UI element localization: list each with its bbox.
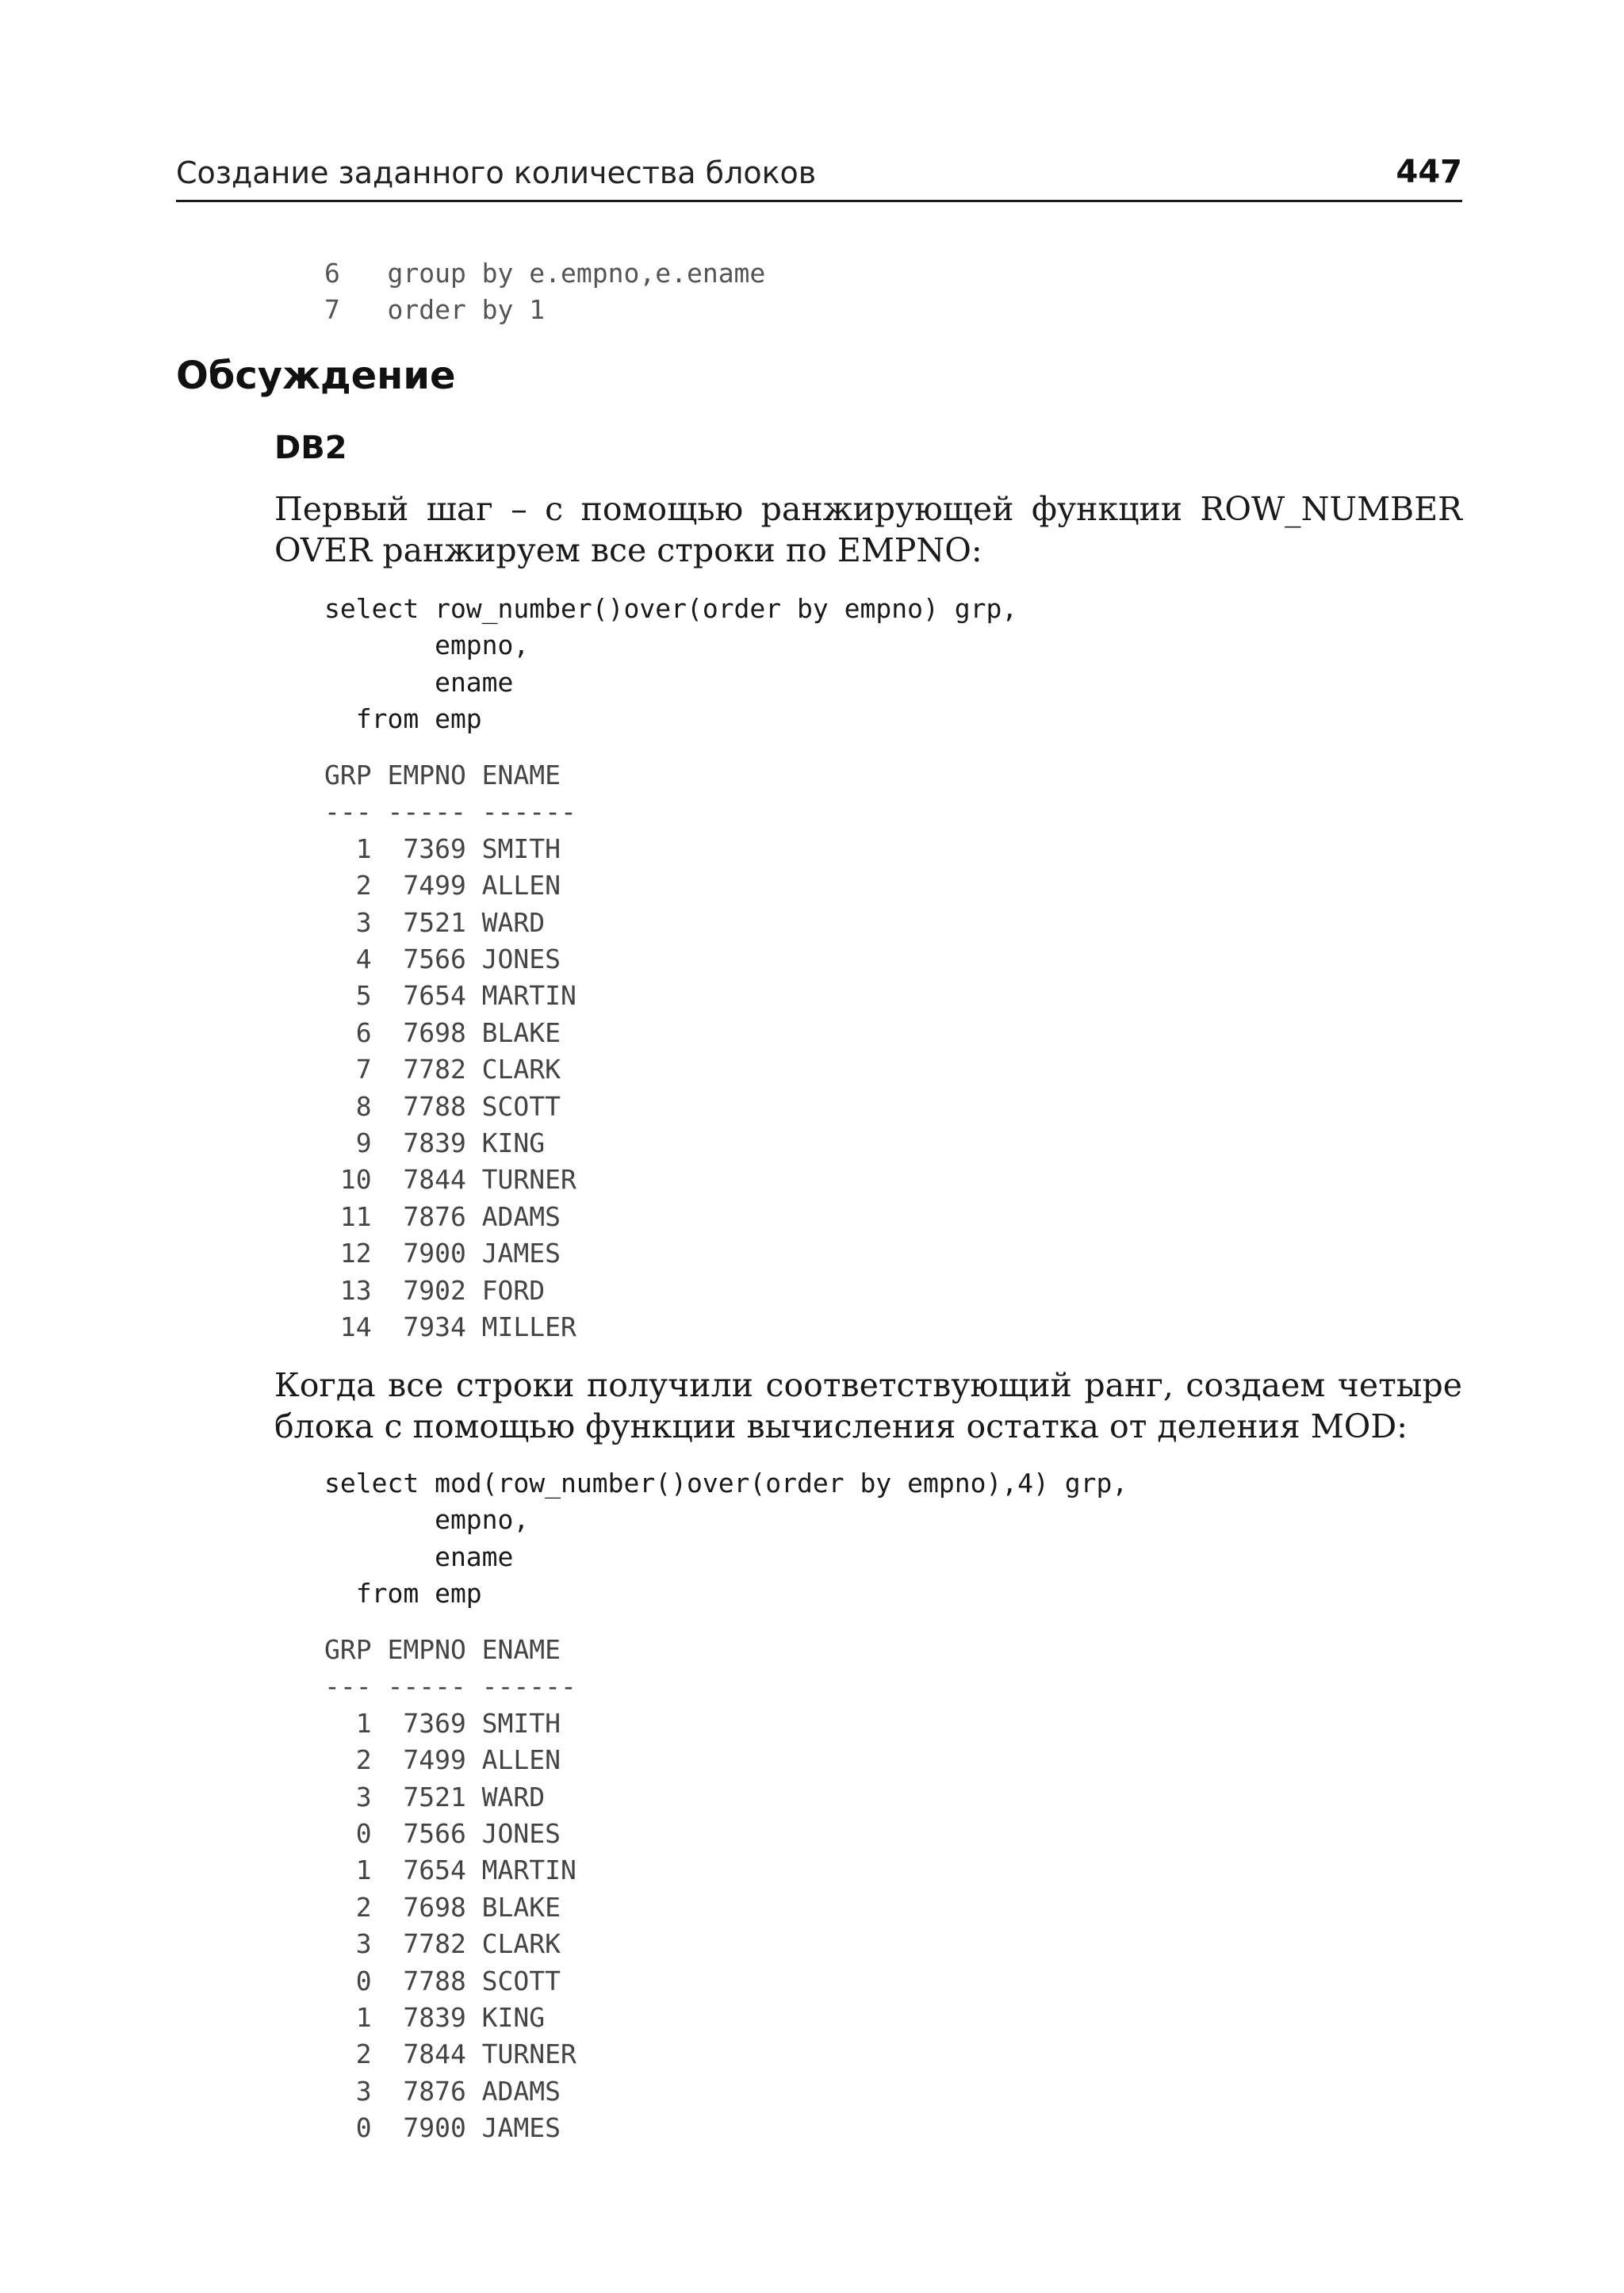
page-number: 447 <box>1396 154 1462 190</box>
query-result-1: GRP EMPNO ENAME --- ----- ------ 1 7369 SMITH 2 7499 ALLEN 3 7521 WARD 4 7566 JONES 5 7654 MARTIN 6 7698 BLAKE 7 7782 CLARK 8 7788 SCOTT 9 7839 KING 10 7844 TURNER 11 7876 ADAMS 12 7900 JAMES 13 7902 FORD 14 7934 MILLER <box>324 760 576 1343</box>
paragraph-1: Первый шаг – с помощью ранжирующей функции ROW_NUMBER OVER ранжируем все строки по EMPNO: <box>274 490 1462 569</box>
query-result-2: GRP EMPNO ENAME --- ----- ------ 1 7369 SMITH 2 7499 ALLEN 3 7521 WARD 0 7566 JONES 1 7654 MARTIN 2 7698 BLAKE 3 7782 CLARK 0 7788 SCOTT 1 7839 KING 2 7844 TURNER 3 7876 ADAMS 0 7900 JAMES <box>324 1634 576 2144</box>
running-header <box>176 144 1462 202</box>
sql-query-2: select mod(row_number()over(order by empno),4) grp, empno, ename from emp <box>324 1468 1128 1610</box>
sql-query-1: select row_number()over(order by empno) grp, empno, ename from emp <box>324 593 1018 735</box>
code-listing-tail: 6 group by e.empno,e.ename 7 order by 1 <box>324 258 766 326</box>
subsection-title: DB2 <box>274 430 347 466</box>
paragraph-2: Когда все строки получили соответствующий ранг, создаем четыре блока с помощью функции вычисления остатка от деления MOD: <box>274 1366 1462 1445</box>
section-title: Обсуждение <box>176 354 456 398</box>
running-title: Создание заданного количества блоков <box>176 155 817 190</box>
